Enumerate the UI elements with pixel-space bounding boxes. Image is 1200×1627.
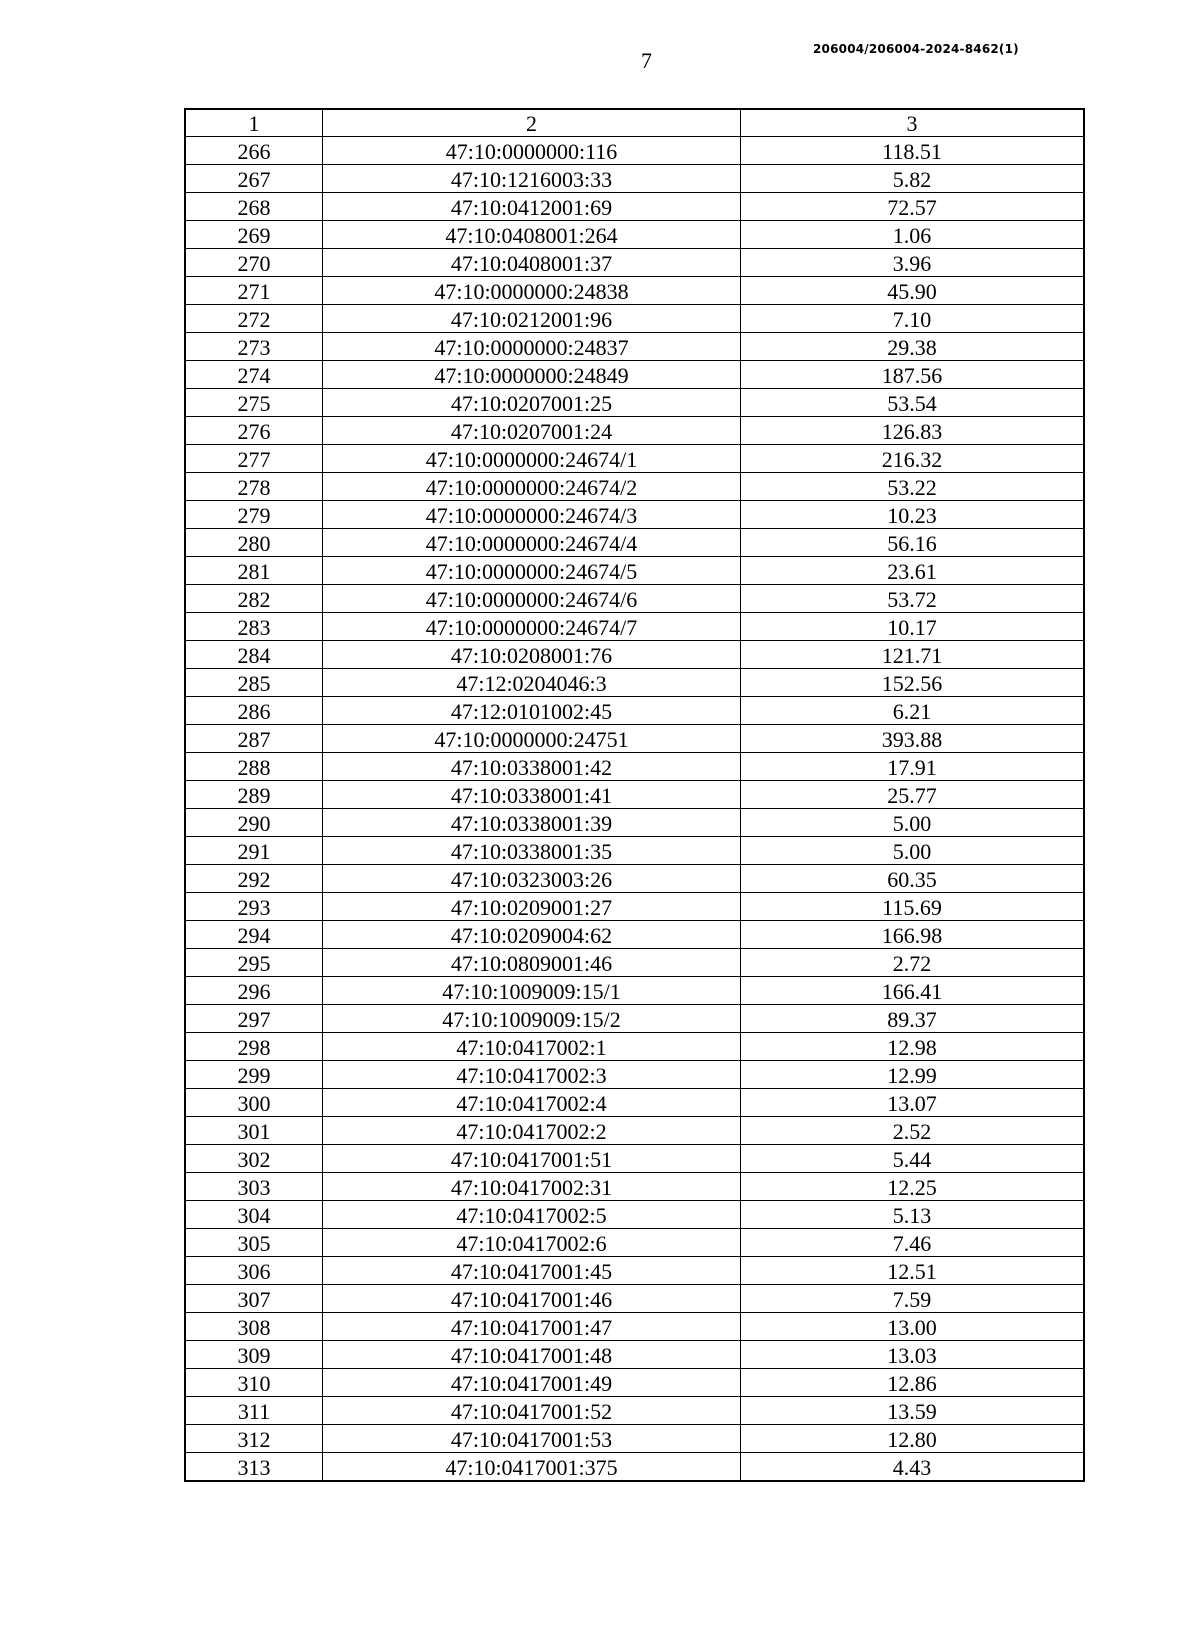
row-number-cell: 307 (186, 1285, 323, 1313)
row-number-cell: 282 (186, 585, 323, 613)
cadastral-number-cell: 47:10:0417002:31 (323, 1173, 741, 1201)
value-cell: 45.90 (741, 277, 1084, 305)
value-cell: 216.32 (741, 445, 1084, 473)
value-cell: 12.25 (741, 1173, 1084, 1201)
row-number-cell: 292 (186, 865, 323, 893)
cadastral-number-cell: 47:10:0207001:24 (323, 417, 741, 445)
row-number-cell: 287 (186, 725, 323, 753)
table-row (186, 1397, 1084, 1425)
row-number-cell: 288 (186, 753, 323, 781)
table-row (186, 277, 1084, 305)
cadastral-number-cell: 47:10:0000000:24674/3 (323, 501, 741, 529)
table-row (186, 417, 1084, 445)
row-number-cell: 266 (186, 137, 323, 165)
value-cell: 25.77 (741, 781, 1084, 809)
cadastral-number-cell: 47:10:0000000:24838 (323, 277, 741, 305)
table-row (186, 893, 1084, 921)
table-row (186, 837, 1084, 865)
row-number-cell: 267 (186, 165, 323, 193)
value-cell: 13.00 (741, 1313, 1084, 1341)
table-row (186, 1117, 1084, 1145)
row-number-cell: 283 (186, 613, 323, 641)
cadastral-number-cell: 47:10:0412001:69 (323, 193, 741, 221)
table-row (186, 1005, 1084, 1033)
value-cell: 7.59 (741, 1285, 1084, 1313)
cadastral-number-cell: 47:10:0417001:51 (323, 1145, 741, 1173)
row-number-cell: 279 (186, 501, 323, 529)
value-cell: 13.03 (741, 1341, 1084, 1369)
row-number-cell: 293 (186, 893, 323, 921)
cadastral-number-cell: 47:10:0417001:52 (323, 1397, 741, 1425)
cadastral-number-cell: 47:10:1009009:15/2 (323, 1005, 741, 1033)
cadastral-number-cell: 47:10:0212001:96 (323, 305, 741, 333)
table-row (186, 669, 1084, 697)
row-number-cell: 289 (186, 781, 323, 809)
cadastral-number-cell: 47:10:0000000:24751 (323, 725, 741, 753)
cadastral-number-cell: 47:10:0000000:24849 (323, 361, 741, 389)
value-cell: 12.86 (741, 1369, 1084, 1397)
table-row (186, 977, 1084, 1005)
cadastral-number-cell: 47:10:0417002:4 (323, 1089, 741, 1117)
table-row (186, 249, 1084, 277)
value-cell: 72.57 (741, 193, 1084, 221)
table-row (186, 221, 1084, 249)
value-cell: 118.51 (741, 137, 1084, 165)
row-number-cell: 306 (186, 1257, 323, 1285)
value-cell: 6.21 (741, 697, 1084, 725)
value-cell: 4.43 (741, 1453, 1084, 1481)
value-cell: 60.35 (741, 865, 1084, 893)
row-number-cell: 300 (186, 1089, 323, 1117)
cadastral-number-cell: 47:10:0209004:62 (323, 921, 741, 949)
value-cell: 3.96 (741, 249, 1084, 277)
value-cell: 12.99 (741, 1061, 1084, 1089)
cadastral-number-cell: 47:10:0417001:375 (323, 1453, 741, 1481)
value-cell: 53.72 (741, 585, 1084, 613)
row-number-cell: 311 (186, 1397, 323, 1425)
table-row (186, 1313, 1084, 1341)
table-row (186, 137, 1084, 165)
table-row (186, 529, 1084, 557)
value-cell: 13.07 (741, 1089, 1084, 1117)
table-row (186, 613, 1084, 641)
value-cell: 2.72 (741, 949, 1084, 977)
value-cell: 17.91 (741, 753, 1084, 781)
page-number: 7 (641, 48, 652, 73)
table-row (186, 501, 1084, 529)
row-number-cell: 280 (186, 529, 323, 557)
row-number-cell: 275 (186, 389, 323, 417)
row-number-cell: 273 (186, 333, 323, 361)
table-row (186, 193, 1084, 221)
row-number-cell: 303 (186, 1173, 323, 1201)
cadastral-number-cell: 47:12:0101002:45 (323, 697, 741, 725)
cadastral-number-cell: 47:10:0000000:24837 (323, 333, 741, 361)
cadastral-number-cell: 47:10:0417002:2 (323, 1117, 741, 1145)
cadastral-number-cell: 47:10:0000000:24674/2 (323, 473, 741, 501)
value-cell: 2.52 (741, 1117, 1084, 1145)
cadastral-number-cell: 47:10:0809001:46 (323, 949, 741, 977)
table-row (186, 1369, 1084, 1397)
row-number-cell: 290 (186, 809, 323, 837)
row-number-cell: 285 (186, 669, 323, 697)
row-number-cell: 268 (186, 193, 323, 221)
table-row (186, 1033, 1084, 1061)
cadastral-number-cell: 47:10:0209001:27 (323, 893, 741, 921)
table-row (186, 473, 1084, 501)
table-row (186, 1229, 1084, 1257)
row-number-cell: 302 (186, 1145, 323, 1173)
table-row (186, 1453, 1084, 1481)
value-cell: 121.71 (741, 641, 1084, 669)
row-number-cell: 312 (186, 1425, 323, 1453)
row-number-cell: 286 (186, 697, 323, 725)
value-cell: 187.56 (741, 361, 1084, 389)
row-number-cell: 296 (186, 977, 323, 1005)
cadastral-number-cell: 47:10:0338001:35 (323, 837, 741, 865)
cadastral-number-cell: 47:10:0338001:42 (323, 753, 741, 781)
table-row (186, 921, 1084, 949)
cadastral-number-cell: 47:12:0204046:3 (323, 669, 741, 697)
row-number-cell: 269 (186, 221, 323, 249)
value-cell: 89.37 (741, 1005, 1084, 1033)
row-number-cell: 284 (186, 641, 323, 669)
table-row (186, 781, 1084, 809)
row-number-cell: 298 (186, 1033, 323, 1061)
row-number-cell: 295 (186, 949, 323, 977)
table-row (186, 1257, 1084, 1285)
cadastral-number-cell: 47:10:0417001:48 (323, 1341, 741, 1369)
cadastral-number-cell: 47:10:0417001:46 (323, 1285, 741, 1313)
row-number-cell: 276 (186, 417, 323, 445)
cadastral-number-cell: 47:10:0000000:24674/4 (323, 529, 741, 557)
row-number-cell: 308 (186, 1313, 323, 1341)
value-cell: 5.13 (741, 1201, 1084, 1229)
row-number-cell: 309 (186, 1341, 323, 1369)
table-row (186, 697, 1084, 725)
value-cell: 1.06 (741, 221, 1084, 249)
table-row (186, 165, 1084, 193)
cadastral-number-cell: 47:10:1216003:33 (323, 165, 741, 193)
cadastral-number-cell: 47:10:0417001:53 (323, 1425, 741, 1453)
table-row (186, 809, 1084, 837)
row-number-cell: 294 (186, 921, 323, 949)
table-row (186, 361, 1084, 389)
row-number-cell: 281 (186, 557, 323, 585)
cadastral-number-cell: 47:10:0417001:45 (323, 1257, 741, 1285)
value-cell: 166.41 (741, 977, 1084, 1005)
cadastral-number-cell: 47:10:0000000:24674/5 (323, 557, 741, 585)
column-header-2: 2 (323, 110, 741, 137)
cadastral-number-cell: 47:10:0417001:47 (323, 1313, 741, 1341)
document-id: 206004/206004-2024-8462(1) (813, 42, 1019, 56)
cadastral-number-cell: 47:10:0338001:39 (323, 809, 741, 837)
value-cell: 13.59 (741, 1397, 1084, 1425)
table-row (186, 1089, 1084, 1117)
row-number-cell: 299 (186, 1061, 323, 1089)
value-cell: 12.98 (741, 1033, 1084, 1061)
value-cell: 7.10 (741, 305, 1084, 333)
column-header-1: 1 (186, 110, 323, 137)
cadastral-number-cell: 47:10:0408001:264 (323, 221, 741, 249)
value-cell: 5.82 (741, 165, 1084, 193)
value-cell: 152.56 (741, 669, 1084, 697)
table-row (186, 1061, 1084, 1089)
table-row (186, 865, 1084, 893)
cadastral-number-cell: 47:10:0207001:25 (323, 389, 741, 417)
cadastral-number-cell: 47:10:0000000:24674/7 (323, 613, 741, 641)
cadastral-number-cell: 47:10:0338001:41 (323, 781, 741, 809)
cadastral-number-cell: 47:10:0417001:49 (323, 1369, 741, 1397)
row-number-cell: 297 (186, 1005, 323, 1033)
value-cell: 5.00 (741, 837, 1084, 865)
table-row (186, 1341, 1084, 1369)
row-number-cell: 277 (186, 445, 323, 473)
value-cell: 10.23 (741, 501, 1084, 529)
value-cell: 5.44 (741, 1145, 1084, 1173)
table-header-row (186, 110, 1084, 137)
row-number-cell: 270 (186, 249, 323, 277)
cadastral-number-cell: 47:10:0417002:1 (323, 1033, 741, 1061)
row-number-cell: 301 (186, 1117, 323, 1145)
value-cell: 23.61 (741, 557, 1084, 585)
value-cell: 12.80 (741, 1425, 1084, 1453)
table-row (186, 1425, 1084, 1453)
cadastral-number-cell: 47:10:1009009:15/1 (323, 977, 741, 1005)
value-cell: 393.88 (741, 725, 1084, 753)
cadastral-number-cell: 47:10:0408001:37 (323, 249, 741, 277)
value-cell: 166.98 (741, 921, 1084, 949)
row-number-cell: 310 (186, 1369, 323, 1397)
table-row (186, 1173, 1084, 1201)
table-row (186, 1201, 1084, 1229)
cadastral-number-cell: 47:10:0417002:5 (323, 1201, 741, 1229)
value-cell: 126.83 (741, 417, 1084, 445)
value-cell: 115.69 (741, 893, 1084, 921)
table-row (186, 949, 1084, 977)
row-number-cell: 271 (186, 277, 323, 305)
table-row (186, 445, 1084, 473)
row-number-cell: 274 (186, 361, 323, 389)
cadastral-number-cell: 47:10:0000000:116 (323, 137, 741, 165)
table-row (186, 725, 1084, 753)
table-row (186, 333, 1084, 361)
cadastral-number-cell: 47:10:0417002:3 (323, 1061, 741, 1089)
value-cell: 12.51 (741, 1257, 1084, 1285)
table-row (186, 585, 1084, 613)
cadastral-number-cell: 47:10:0208001:76 (323, 641, 741, 669)
value-cell: 7.46 (741, 1229, 1084, 1257)
value-cell: 10.17 (741, 613, 1084, 641)
table-row (186, 305, 1084, 333)
cadastral-number-cell: 47:10:0000000:24674/1 (323, 445, 741, 473)
value-cell: 53.22 (741, 473, 1084, 501)
row-number-cell: 305 (186, 1229, 323, 1257)
parcel-table (185, 109, 1084, 1481)
cadastral-number-cell: 47:10:0417002:6 (323, 1229, 741, 1257)
table-row (186, 389, 1084, 417)
table-row (186, 753, 1084, 781)
table-body (186, 137, 1084, 1481)
cadastral-number-cell: 47:10:0000000:24674/6 (323, 585, 741, 613)
value-cell: 29.38 (741, 333, 1084, 361)
cadastral-number-cell: 47:10:0323003:26 (323, 865, 741, 893)
value-cell: 56.16 (741, 529, 1084, 557)
row-number-cell: 278 (186, 473, 323, 501)
row-number-cell: 272 (186, 305, 323, 333)
row-number-cell: 291 (186, 837, 323, 865)
table-row (186, 641, 1084, 669)
table-row (186, 1145, 1084, 1173)
column-header-3: 3 (741, 110, 1084, 137)
value-cell: 53.54 (741, 389, 1084, 417)
row-number-cell: 313 (186, 1453, 323, 1481)
table-row (186, 557, 1084, 585)
row-number-cell: 304 (186, 1201, 323, 1229)
value-cell: 5.00 (741, 809, 1084, 837)
table-row (186, 1285, 1084, 1313)
